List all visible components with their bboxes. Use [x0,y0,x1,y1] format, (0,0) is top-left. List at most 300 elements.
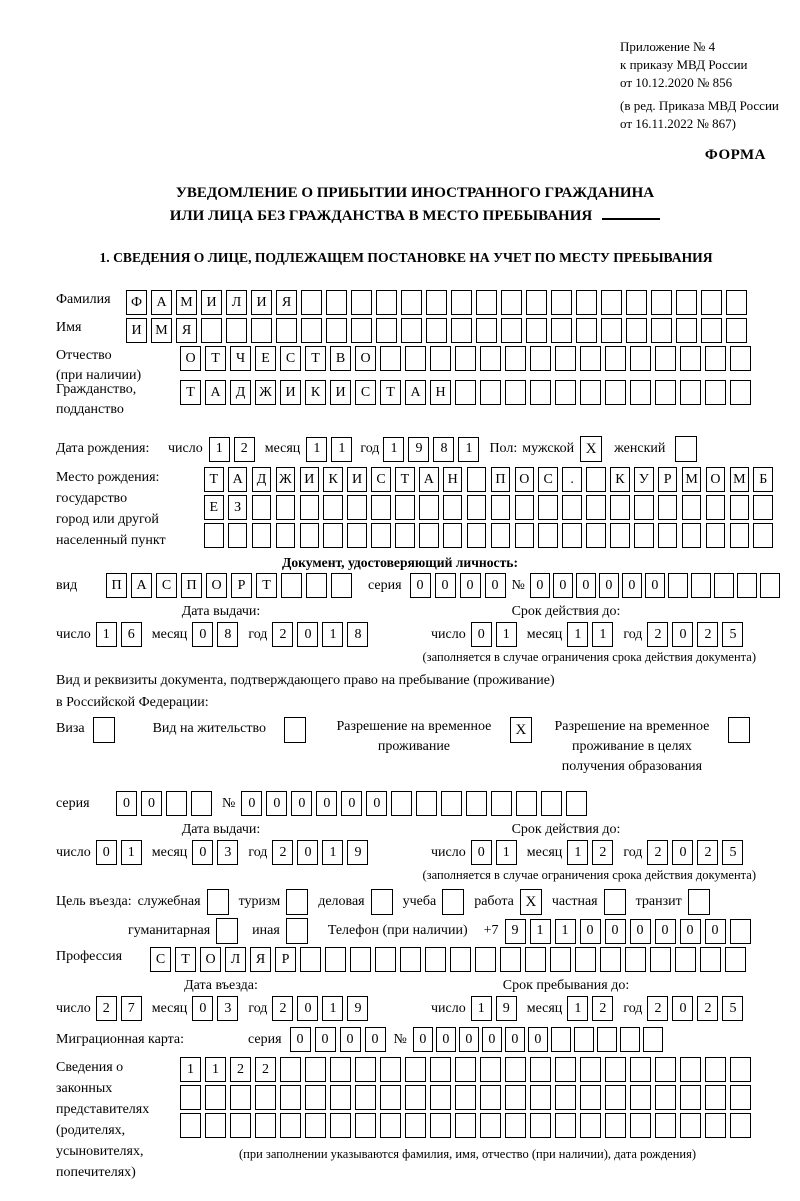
char-cell[interactable] [330,1057,351,1082]
char-cell[interactable]: 9 [347,996,368,1021]
char-cell[interactable] [730,919,751,944]
char-cell[interactable] [610,495,630,520]
char-cell[interactable] [538,523,558,548]
char-cell[interactable] [505,346,526,371]
char-cell[interactable]: 1 [496,840,517,865]
char-cell[interactable] [443,495,463,520]
char-cell[interactable] [580,1113,601,1138]
char-cell[interactable]: 0 [315,1027,336,1052]
char-cell[interactable]: 9 [496,996,517,1021]
purpose-business-checkbox[interactable] [207,889,229,915]
char-cell[interactable]: А [151,290,172,315]
char-cell[interactable] [204,523,224,548]
char-cell[interactable]: 2 [272,840,293,865]
char-cell[interactable] [505,1113,526,1138]
char-cell[interactable]: 0 [672,840,693,865]
char-cell[interactable] [455,1113,476,1138]
char-cell[interactable]: 0 [605,919,626,944]
char-cell[interactable] [655,380,676,405]
char-cell[interactable] [541,791,562,816]
char-cell[interactable] [643,1027,663,1052]
char-cell[interactable]: 8 [217,622,238,647]
char-cell[interactable] [680,1085,701,1110]
char-cell[interactable] [380,1113,401,1138]
char-cell[interactable]: Т [305,346,326,371]
char-cell[interactable]: М [682,467,702,492]
char-cell[interactable] [555,1085,576,1110]
char-cell[interactable] [505,1057,526,1082]
char-cell[interactable] [501,290,522,315]
char-cell[interactable] [706,495,726,520]
char-cell[interactable]: 0 [599,573,619,598]
char-cell[interactable]: 2 [647,996,668,1021]
char-cell[interactable]: О [200,947,221,972]
char-cell[interactable]: Т [380,380,401,405]
char-cell[interactable]: И [300,467,320,492]
char-cell[interactable] [500,947,521,972]
char-cell[interactable]: 0 [340,1027,361,1052]
char-cell[interactable]: 0 [528,1027,548,1052]
char-cell[interactable]: 2 [272,622,293,647]
char-cell[interactable] [375,947,396,972]
char-cell[interactable] [658,523,678,548]
char-cell[interactable]: 0 [192,622,213,647]
char-cell[interactable] [601,318,622,343]
residence-permit-checkbox[interactable] [284,717,306,743]
char-cell[interactable] [601,290,622,315]
char-cell[interactable] [323,495,343,520]
char-cell[interactable] [634,495,654,520]
char-cell[interactable] [658,495,678,520]
char-cell[interactable]: 1 [322,840,343,865]
char-cell[interactable] [426,290,447,315]
char-cell[interactable]: О [206,573,227,598]
char-cell[interactable]: 0 [241,791,262,816]
char-cell[interactable]: С [371,467,391,492]
char-cell[interactable]: 2 [592,996,613,1021]
char-cell[interactable] [430,1113,451,1138]
char-cell[interactable] [655,346,676,371]
char-cell[interactable] [300,947,321,972]
char-cell[interactable]: 0 [96,840,117,865]
char-cell[interactable] [680,346,701,371]
char-cell[interactable]: Р [658,467,678,492]
char-cell[interactable] [276,318,297,343]
char-cell[interactable] [576,290,597,315]
char-cell[interactable]: И [280,380,301,405]
char-cell[interactable] [455,380,476,405]
char-cell[interactable] [405,1085,426,1110]
purpose-humanitarian-checkbox[interactable] [216,918,238,944]
char-cell[interactable]: Я [250,947,271,972]
char-cell[interactable]: 1 [458,437,479,462]
char-cell[interactable]: 0 [365,1027,386,1052]
char-cell[interactable] [426,318,447,343]
char-cell[interactable] [730,1113,751,1138]
char-cell[interactable] [405,346,426,371]
char-cell[interactable]: Т [204,467,224,492]
char-cell[interactable]: 1 [322,622,343,647]
char-cell[interactable] [347,523,367,548]
char-cell[interactable] [586,495,606,520]
char-cell[interactable]: 0 [460,573,481,598]
char-cell[interactable] [201,318,222,343]
char-cell[interactable] [562,523,582,548]
char-cell[interactable]: 0 [553,573,573,598]
char-cell[interactable] [753,523,773,548]
char-cell[interactable] [730,1057,751,1082]
char-cell[interactable] [574,1027,594,1052]
char-cell[interactable]: 0 [266,791,287,816]
char-cell[interactable]: 0 [141,791,162,816]
visa-checkbox[interactable] [93,717,115,743]
char-cell[interactable]: 0 [471,840,492,865]
char-cell[interactable] [600,947,621,972]
char-cell[interactable]: У [634,467,654,492]
char-cell[interactable]: С [150,947,171,972]
char-cell[interactable]: 8 [347,622,368,647]
char-cell[interactable] [330,1085,351,1110]
char-cell[interactable] [605,1085,626,1110]
temp-residence-education-checkbox[interactable] [728,717,750,743]
char-cell[interactable] [280,1113,301,1138]
char-cell[interactable]: 0 [672,996,693,1021]
char-cell[interactable] [401,318,422,343]
char-cell[interactable]: 2 [230,1057,251,1082]
char-cell[interactable] [476,318,497,343]
char-cell[interactable]: 1 [121,840,142,865]
char-cell[interactable]: 9 [408,437,429,462]
char-cell[interactable] [280,1057,301,1082]
char-cell[interactable] [680,1113,701,1138]
char-cell[interactable] [306,573,327,598]
char-cell[interactable]: В [330,346,351,371]
char-cell[interactable]: Я [176,318,197,343]
char-cell[interactable]: 2 [592,840,613,865]
char-cell[interactable]: И [251,290,272,315]
char-cell[interactable]: 1 [331,437,352,462]
char-cell[interactable] [580,380,601,405]
char-cell[interactable]: 0 [290,1027,311,1052]
char-cell[interactable] [430,1085,451,1110]
char-cell[interactable]: С [538,467,558,492]
purpose-other-checkbox[interactable] [286,918,308,944]
char-cell[interactable]: Д [230,380,251,405]
char-cell[interactable] [530,1113,551,1138]
char-cell[interactable]: 1 [205,1057,226,1082]
char-cell[interactable] [682,523,702,548]
char-cell[interactable]: Я [276,290,297,315]
char-cell[interactable] [551,318,572,343]
char-cell[interactable] [651,290,672,315]
char-cell[interactable] [305,1085,326,1110]
char-cell[interactable] [476,290,497,315]
char-cell[interactable] [205,1085,226,1110]
char-cell[interactable] [730,1085,751,1110]
char-cell[interactable]: А [228,467,248,492]
char-cell[interactable]: И [347,467,367,492]
char-cell[interactable]: Р [275,947,296,972]
char-cell[interactable]: П [491,467,511,492]
char-cell[interactable] [515,495,535,520]
char-cell[interactable]: 0 [435,573,456,598]
char-cell[interactable]: 0 [530,573,550,598]
char-cell[interactable] [701,290,722,315]
char-cell[interactable]: 0 [413,1027,433,1052]
char-cell[interactable] [351,290,372,315]
char-cell[interactable] [655,1057,676,1082]
char-cell[interactable]: 7 [121,996,142,1021]
char-cell[interactable] [705,1057,726,1082]
char-cell[interactable]: 0 [297,622,318,647]
char-cell[interactable] [180,1085,201,1110]
char-cell[interactable]: К [610,467,630,492]
char-cell[interactable] [455,1057,476,1082]
char-cell[interactable] [530,380,551,405]
char-cell[interactable]: 2 [697,996,718,1021]
char-cell[interactable] [634,523,654,548]
char-cell[interactable] [705,1113,726,1138]
char-cell[interactable] [701,318,722,343]
char-cell[interactable]: 0 [192,840,213,865]
char-cell[interactable]: М [151,318,172,343]
char-cell[interactable] [443,523,463,548]
char-cell[interactable] [676,318,697,343]
char-cell[interactable] [300,495,320,520]
char-cell[interactable] [530,346,551,371]
char-cell[interactable]: 0 [705,919,726,944]
char-cell[interactable]: 8 [433,437,454,462]
char-cell[interactable] [730,346,751,371]
char-cell[interactable] [395,523,415,548]
char-cell[interactable] [451,318,472,343]
char-cell[interactable]: К [305,380,326,405]
char-cell[interactable] [668,573,688,598]
char-cell[interactable] [467,467,487,492]
char-cell[interactable]: А [419,467,439,492]
char-cell[interactable] [466,791,487,816]
purpose-tourism-checkbox[interactable] [286,889,308,915]
char-cell[interactable]: Л [225,947,246,972]
char-cell[interactable]: 0 [485,573,506,598]
char-cell[interactable] [705,1085,726,1110]
char-cell[interactable] [630,346,651,371]
char-cell[interactable] [675,947,696,972]
char-cell[interactable] [350,947,371,972]
char-cell[interactable] [400,947,421,972]
char-cell[interactable] [630,1113,651,1138]
char-cell[interactable]: 1 [306,437,327,462]
char-cell[interactable]: 1 [471,996,492,1021]
char-cell[interactable]: 0 [580,919,601,944]
char-cell[interactable] [555,346,576,371]
char-cell[interactable]: 5 [722,996,743,1021]
char-cell[interactable] [191,791,212,816]
char-cell[interactable] [180,1113,201,1138]
char-cell[interactable] [276,523,296,548]
char-cell[interactable] [730,380,751,405]
char-cell[interactable]: Т [256,573,277,598]
char-cell[interactable] [419,523,439,548]
char-cell[interactable]: 0 [291,791,312,816]
char-cell[interactable]: И [201,290,222,315]
char-cell[interactable] [726,290,747,315]
char-cell[interactable]: 9 [505,919,526,944]
char-cell[interactable] [305,1113,326,1138]
char-cell[interactable]: 0 [645,573,665,598]
temp-residence-checkbox[interactable]: X [510,717,532,743]
char-cell[interactable] [501,318,522,343]
char-cell[interactable]: Н [443,467,463,492]
char-cell[interactable] [371,523,391,548]
char-cell[interactable] [526,318,547,343]
char-cell[interactable] [252,495,272,520]
char-cell[interactable] [597,1027,617,1052]
char-cell[interactable] [376,318,397,343]
char-cell[interactable] [605,1057,626,1082]
char-cell[interactable] [416,791,437,816]
char-cell[interactable] [626,318,647,343]
char-cell[interactable]: Т [175,947,196,972]
char-cell[interactable] [281,573,302,598]
char-cell[interactable] [380,346,401,371]
char-cell[interactable] [505,1085,526,1110]
char-cell[interactable] [305,1057,326,1082]
char-cell[interactable]: Е [255,346,276,371]
char-cell[interactable] [480,380,501,405]
char-cell[interactable] [630,380,651,405]
char-cell[interactable]: Д [252,467,272,492]
char-cell[interactable]: 0 [410,573,431,598]
char-cell[interactable]: 1 [383,437,404,462]
char-cell[interactable]: 0 [576,573,596,598]
char-cell[interactable] [228,523,248,548]
char-cell[interactable]: П [106,573,127,598]
char-cell[interactable] [630,1085,651,1110]
char-cell[interactable] [700,947,721,972]
char-cell[interactable] [705,380,726,405]
char-cell[interactable] [347,495,367,520]
char-cell[interactable] [480,1113,501,1138]
char-cell[interactable]: 0 [192,996,213,1021]
char-cell[interactable] [430,346,451,371]
char-cell[interactable]: 1 [322,996,343,1021]
char-cell[interactable] [730,495,750,520]
char-cell[interactable] [726,318,747,343]
char-cell[interactable] [580,346,601,371]
char-cell[interactable] [605,346,626,371]
char-cell[interactable] [226,318,247,343]
char-cell[interactable] [326,290,347,315]
char-cell[interactable]: Ч [230,346,251,371]
char-cell[interactable] [355,1085,376,1110]
char-cell[interactable] [475,947,496,972]
char-cell[interactable]: М [176,290,197,315]
char-cell[interactable]: 1 [555,919,576,944]
char-cell[interactable] [516,791,537,816]
char-cell[interactable] [725,947,746,972]
char-cell[interactable]: Е [204,495,224,520]
char-cell[interactable] [580,1057,601,1082]
char-cell[interactable] [555,380,576,405]
char-cell[interactable] [491,523,511,548]
char-cell[interactable] [610,523,630,548]
purpose-private-checkbox[interactable] [604,889,626,915]
char-cell[interactable] [605,380,626,405]
char-cell[interactable] [682,495,702,520]
char-cell[interactable] [419,495,439,520]
char-cell[interactable]: 0 [622,573,642,598]
char-cell[interactable]: Б [753,467,773,492]
char-cell[interactable] [530,1057,551,1082]
char-cell[interactable]: 0 [630,919,651,944]
char-cell[interactable] [555,1113,576,1138]
char-cell[interactable]: Р [231,573,252,598]
char-cell[interactable]: З [228,495,248,520]
char-cell[interactable]: 1 [567,622,588,647]
char-cell[interactable] [655,1113,676,1138]
char-cell[interactable]: О [706,467,726,492]
char-cell[interactable] [280,1085,301,1110]
char-cell[interactable] [355,1113,376,1138]
char-cell[interactable] [395,495,415,520]
char-cell[interactable] [430,1057,451,1082]
char-cell[interactable]: Ж [276,467,296,492]
char-cell[interactable] [480,1085,501,1110]
char-cell[interactable] [586,467,606,492]
char-cell[interactable]: 1 [530,919,551,944]
char-cell[interactable] [680,380,701,405]
char-cell[interactable] [331,573,352,598]
char-cell[interactable] [575,947,596,972]
char-cell[interactable] [753,495,773,520]
char-cell[interactable] [730,523,750,548]
char-cell[interactable] [714,573,734,598]
char-cell[interactable] [323,523,343,548]
char-cell[interactable] [405,1113,426,1138]
char-cell[interactable]: Т [180,380,201,405]
char-cell[interactable] [325,947,346,972]
char-cell[interactable] [480,1057,501,1082]
char-cell[interactable]: С [355,380,376,405]
char-cell[interactable]: 0 [505,1027,525,1052]
char-cell[interactable]: И [330,380,351,405]
char-cell[interactable] [480,346,501,371]
char-cell[interactable]: 0 [655,919,676,944]
char-cell[interactable] [505,380,526,405]
char-cell[interactable] [371,495,391,520]
char-cell[interactable]: 2 [96,996,117,1021]
char-cell[interactable] [376,290,397,315]
char-cell[interactable] [230,1113,251,1138]
char-cell[interactable] [166,791,187,816]
char-cell[interactable]: 0 [297,996,318,1021]
char-cell[interactable] [251,318,272,343]
char-cell[interactable] [380,1057,401,1082]
char-cell[interactable]: 2 [697,622,718,647]
char-cell[interactable] [300,523,320,548]
char-cell[interactable]: 0 [366,791,387,816]
char-cell[interactable] [691,573,711,598]
char-cell[interactable]: 2 [272,996,293,1021]
char-cell[interactable] [705,346,726,371]
sex-male-checkbox[interactable]: X [580,436,602,462]
char-cell[interactable]: 1 [567,996,588,1021]
char-cell[interactable]: П [181,573,202,598]
purpose-study-checkbox[interactable] [442,889,464,915]
char-cell[interactable] [455,1085,476,1110]
char-cell[interactable] [441,791,462,816]
